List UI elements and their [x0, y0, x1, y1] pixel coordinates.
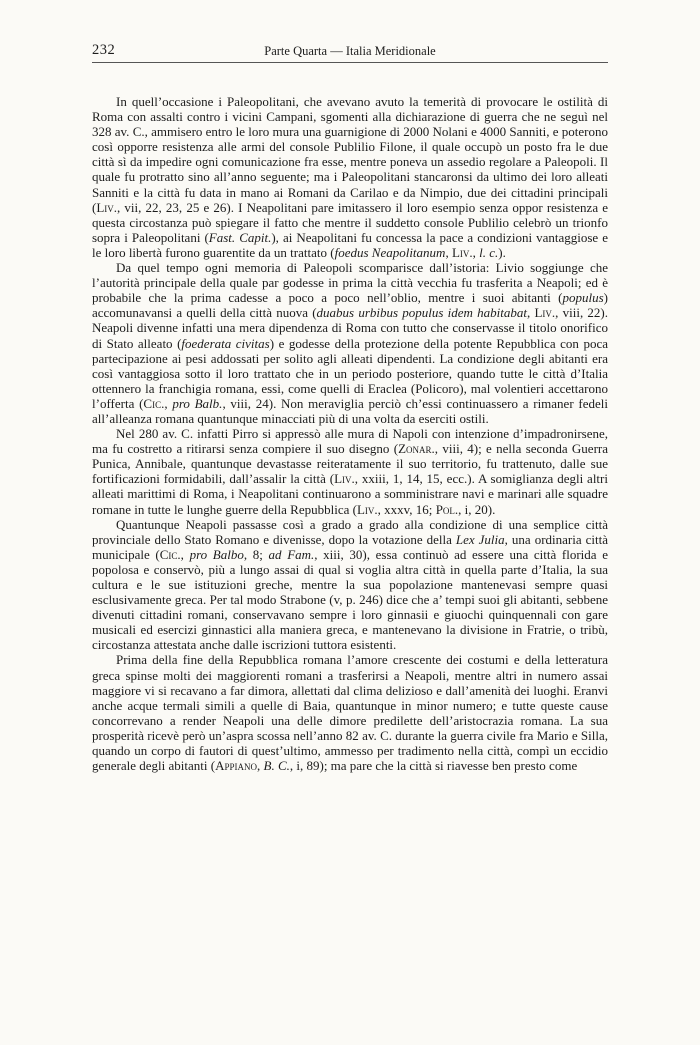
text-run: ,: [526, 305, 535, 321]
smallcaps-run: Liv.: [96, 199, 118, 215]
body-text: [92, 94, 608, 773]
smallcaps-run: Cic.: [143, 395, 165, 411]
smallcaps-run: Zonar.: [398, 441, 435, 457]
text-run: , viii, 24). Non meraviglia perciò ch’essi continuassero a rimaner fedeli all’alleanza romana quantunque minacciati più di una volta da eserciti ostili.: [92, 395, 608, 426]
running-title: Parte Quarta — Italia Meridionale: [264, 44, 436, 58]
smallcaps-run: Liv.: [334, 471, 355, 487]
text-run: Da quel tempo ogni memoria di Paleopoli scomparisce dall’istoria: Livio soggiunge che l’autorità principale della quale par godesse in prima la città vecchia fu trasferita a Neapoli; ed è probabile che la prima cadesse a poco a poco nell’oblio, mentre i suoi abitanti (: [92, 260, 608, 306]
text-run: Nel 280 av. C. infatti Pirro si appressò alle mura di Napoli con intenzione d’impadronirsene, ma fu costretto a ritirarsi senza compiere il suo disegno (: [92, 426, 608, 457]
text-run: , xxxv, 16;: [377, 501, 436, 517]
text-run: ,: [180, 546, 190, 562]
text-run: ) e godesse della protezione della potente Repubblica con poca partecipazione ai pesi addossati per solito agli alleati dipendenti. La condizione degli abitanti era così vantaggiosa sotto il loro trattato che in un periodo posteriore, quando tutte le città d’Italia ottennero la franchigia romana, essi, come quelli di Eraclea (Policoro), mal volentieri accettarono l’offerta (: [92, 335, 608, 411]
page-number: 232: [92, 42, 116, 58]
text-run: , xxiii, 1, 14, 15, ecc.). A somiglianza degli altri alleati marittimi di Roma, i Neapolitani continuarono a somministrare navi e marinari alle squadre romane in tutte le lunghe guerre della Repubblica (: [92, 471, 608, 517]
italic-run: l. c.: [479, 244, 499, 260]
text-run: Quantunque Neapoli passasse così a grado a grado alla condizione di una semplice città provinciale dello Stato Romano e divenisse, dopo la votazione della: [92, 516, 608, 547]
text-run: Prima della fine della Repubblica romana l’amore crescente dei costumi e della letteratura greca spinse molti dei maggiorenti romani a trasferirsi a Neapoli, mentre altri in numero assai maggiore vi si recavano a far dimora, allettati dal clima delizioso e dall’amenità dei luoghi. Eranvi anche acque termali simili a quelle di Baia, quantunque in minor numero; e tutte queste cause concorrevano a render Neapoli una delle dimore predilette dell’aristocrazia romana. La sua prosperità ricevè però un’aspra scossa nell’anno 82 av. C. durante la guerra civile fra Mario e Silla, quando un corpo di fautori di quest’ultimo, ammesso per tradimento nella città, compì un eccidio generale degli abitanti (: [92, 652, 608, 774]
smallcaps-run: Appiano: [215, 758, 257, 774]
italic-run: ad Fam.: [268, 546, 315, 562]
text-run: ,: [445, 244, 452, 260]
text-run: ,: [164, 395, 173, 411]
italic-run: pro Balbo: [189, 546, 244, 562]
text-run: , 8;: [243, 546, 269, 562]
text-run: , viii, 4); e nella seconda Guerra Punica, Annibale, quantunque devastasse reiteratamente il suo territorio, fu trattenuto, dalle sue fortificazioni formidabili, dall’assalir la città (: [92, 441, 609, 487]
paragraph-4: [92, 517, 608, 653]
paragraph-2: [92, 260, 608, 426]
smallcaps-run: Liv.: [356, 501, 378, 517]
italic-run: B. C.: [263, 758, 290, 774]
running-header: [92, 40, 608, 63]
text-run: , vii, 22, 23, 25 e 26). I Neapolitani pare imitassero il loro esempio senza oppor resistenza e questa circostanza può spiegare il fatto che mentre il suddetto console Publilio celebrò un trionfo sopra i Paleopolitani (: [92, 199, 608, 245]
italic-run: Lex Julia: [455, 531, 505, 547]
text-run: ).: [498, 244, 506, 260]
paragraph-3: [92, 426, 608, 517]
text-run: ,: [472, 244, 480, 260]
smallcaps-run: Liv.: [451, 244, 473, 260]
paragraph-5: [92, 652, 608, 773]
smallcaps-run: Pol.: [435, 501, 459, 517]
italic-run: foedus Neapolitanum: [334, 244, 446, 260]
italic-run: foederata civitas: [181, 335, 270, 351]
text-run: In quell’occasione i Paleopolitani, che avevano avuto la temerità di provocare le ostilità di Roma con assalti contro i vicini Campani, sgomenti alla dichiarazione di guerra che ne seguì nel 328 av. C., ammisero entro le loro mura una guarnigione di 2000 Nolani e 4000 Sanniti, e poterono così opporre resistenza alle armi del console Publilio Filone, il quale occupò un posto fra le due città sì da impedire ogni comunicazione fra esse, mentre poneva un assedio regolare a Paleopoli. Il quale fu protratto sino all’anno seguente; ma i Paleopolitani stancaronsi da ultimo dei loro alleati Sanniti e la città fu data in mano ai Romani da Carilao e da Nimpio, due dei cittadini principali (: [92, 94, 608, 215]
italic-run: pro Balb.: [172, 395, 223, 411]
text-run: , i, 20).: [458, 501, 496, 517]
text-run: , xiii, 30), essa continuò ad essere una città florida e popolosa e conservò, più a lungo assai di qual si voglia altra città in quella parte d’Italia, la sua cultura e le sue istituzioni greche, mentre la sua popolazione mantenevasi sempre quasi esclusivamente greca. Per tal modo Strabone (v, p. 246) dice che a’ tempi suoi gli abitanti, sebbene divenuti cittadini romani, conservavano sempre i loro ginnasii e giuochi quinquennali con gare musicali ed esercizi ginnastici alla maniera greca, e mantenevano la divisione in Fratrie, o tribù, circostanza attestata anche dalle iscrizioni tuttora esistenti.: [92, 546, 608, 653]
smallcaps-run: Cic.: [159, 546, 181, 562]
italic-run: duabus urbibus populus idem habitabat: [316, 305, 527, 321]
text-run: ) accomunavansi a quelli della città nuova (: [92, 290, 608, 321]
text-run: , i, 89); ma pare che la città si riavesse ben presto come: [289, 758, 578, 774]
paragraph-1: [92, 94, 608, 260]
text-run: , una ordinaria città municipale (: [92, 531, 609, 562]
text-run: ), ai Neapolitani fu concessa la pace a condizioni vantaggiose e le loro libertà furono guarentite da un trattato (: [92, 229, 608, 260]
smallcaps-run: Liv.: [534, 305, 556, 321]
italic-run: populus: [562, 290, 604, 306]
text-run: , viii, 22). Neapoli divenne infatti una mera dipendenza di Roma con tutto che conservasse il titolo onorifico di Stato alleato (: [92, 305, 608, 351]
italic-run: Fast. Capit.: [208, 229, 272, 245]
text-run: ,: [257, 758, 264, 774]
